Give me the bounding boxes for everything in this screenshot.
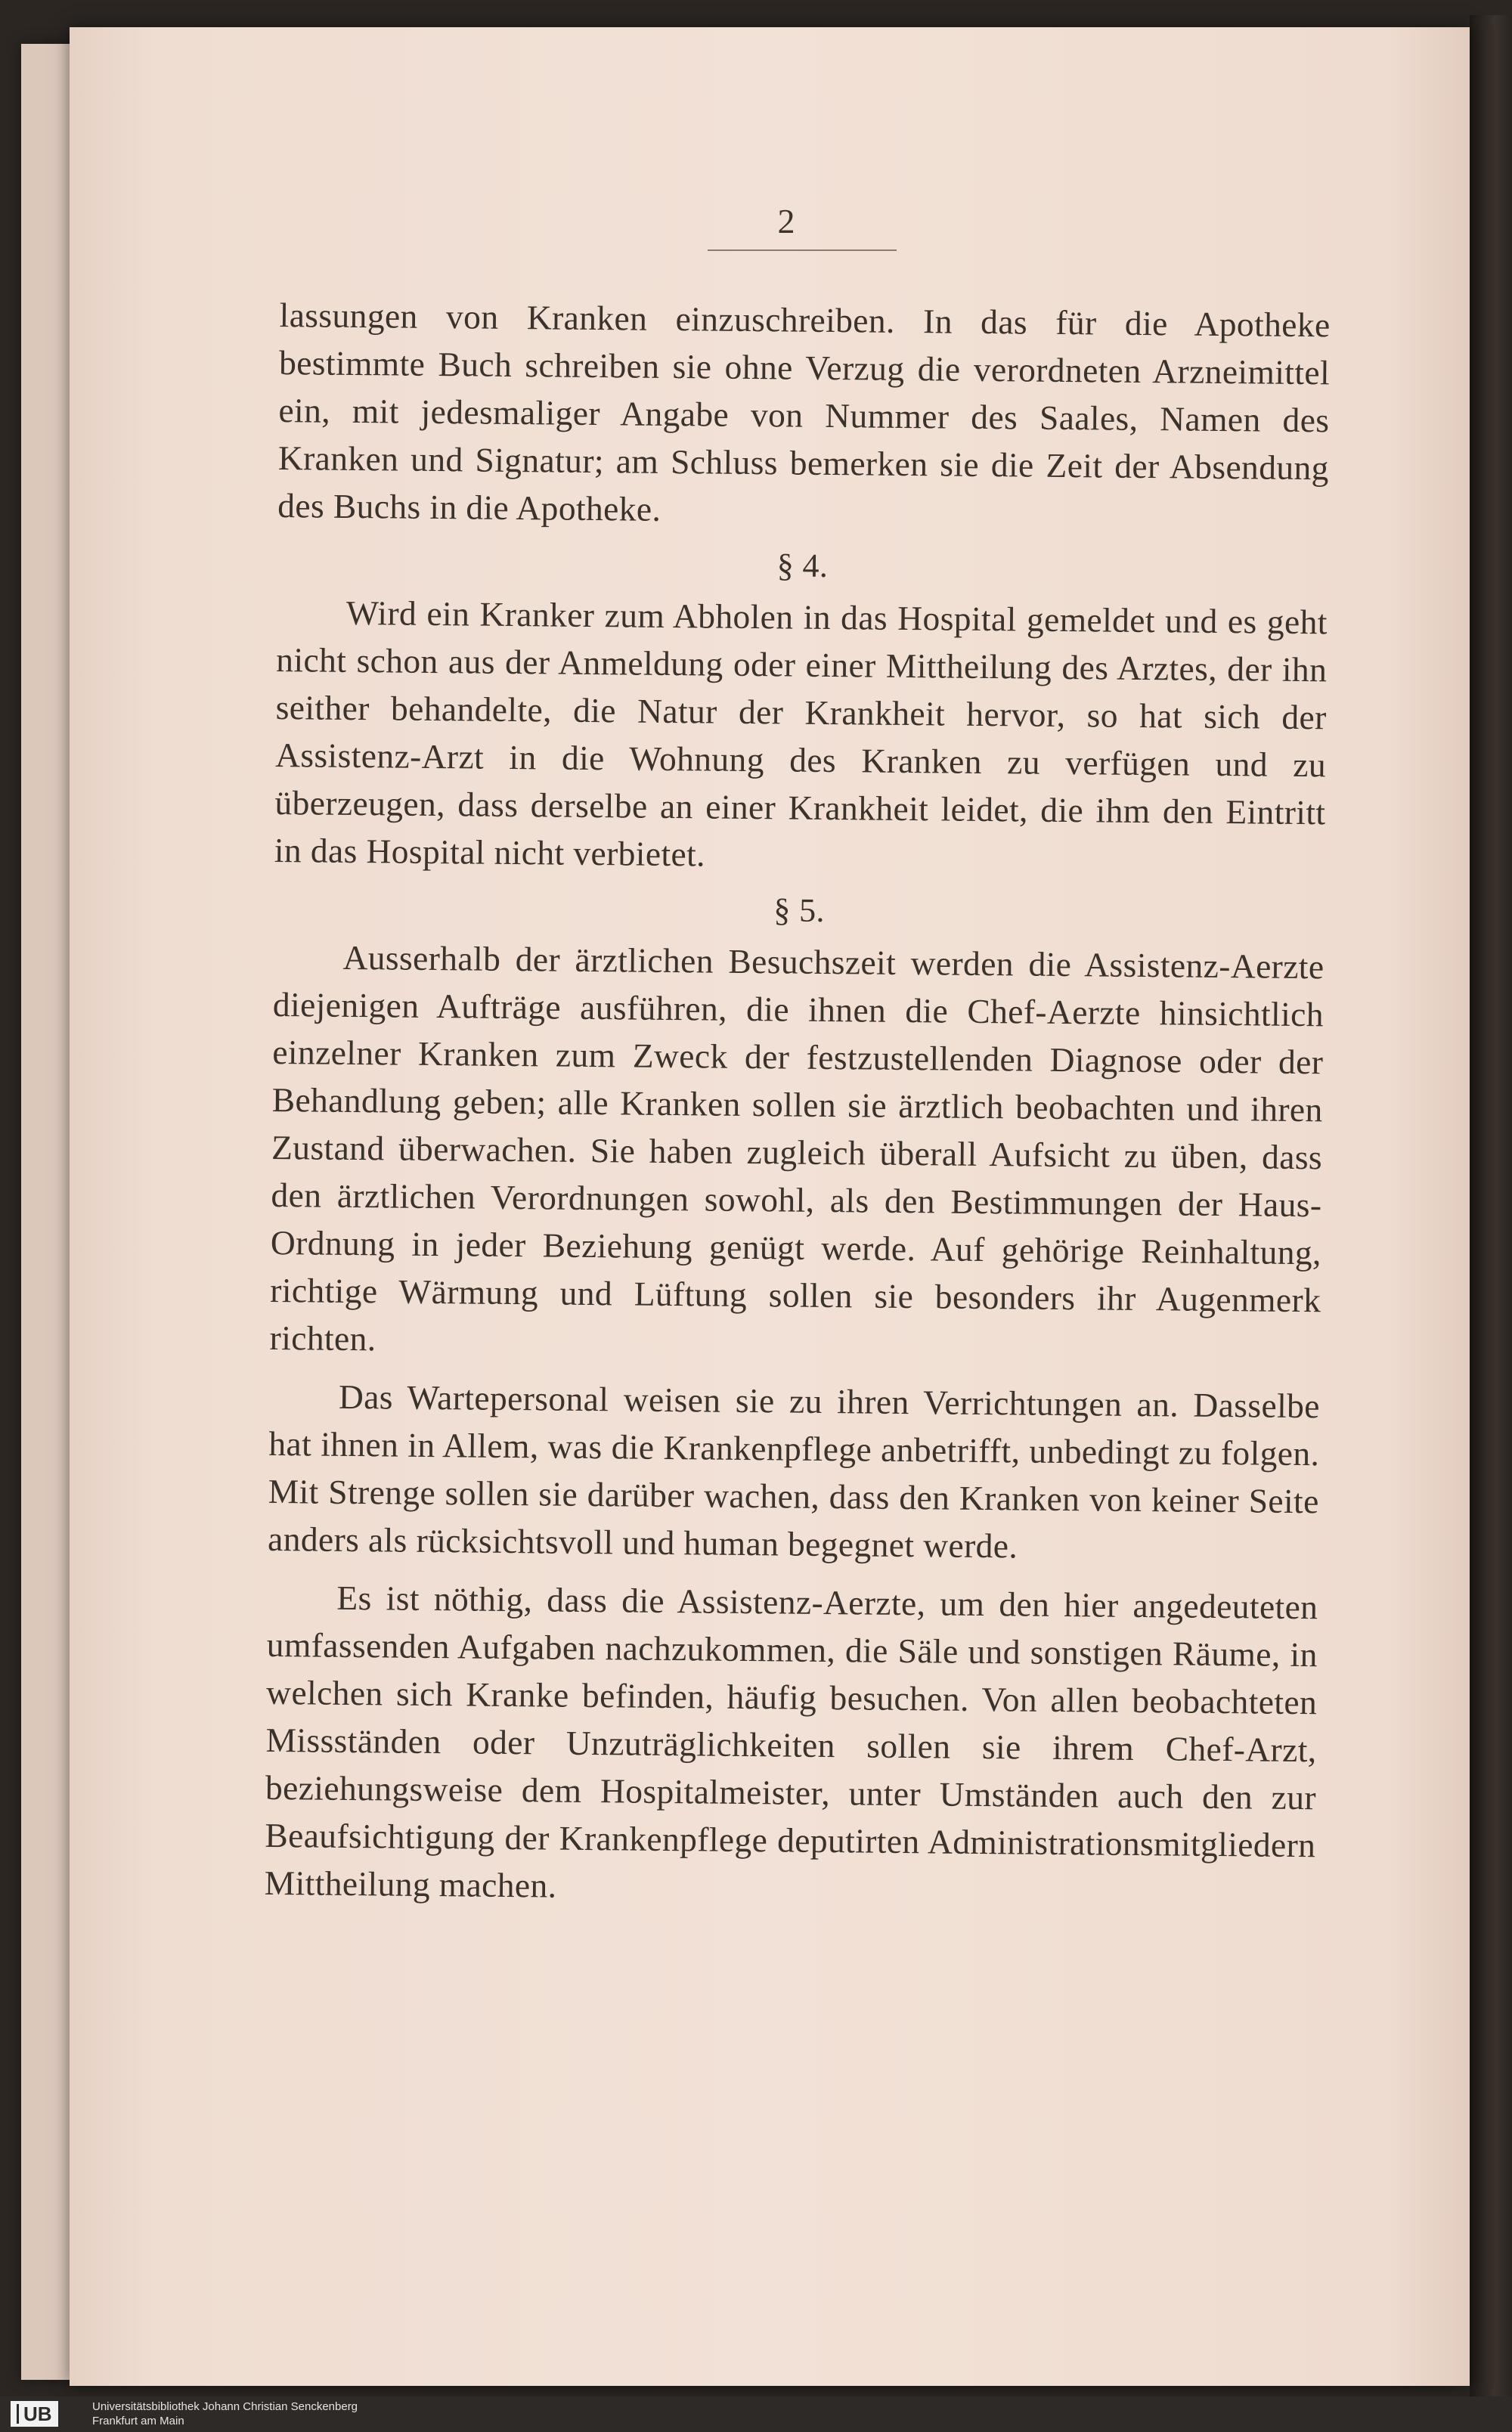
page-number: 2 [777, 202, 795, 240]
paragraph-continuation: lassungen von Kranken einzuschreiben. In das für die Apotheke bestimmte Buch schreiben sie ohne Verzug die verordneten Arzneimittel ein, mit jedesmaliger Angabe von Nummer des Saales, Namen des Kranken und Signatur; am Schluss bemerken sie die Zeit der Absendung des Buchs in die Apotheke. [277, 295, 1331, 528]
book-edge [1470, 15, 1512, 2396]
document-body [264, 291, 1330, 1916]
paragraph-section-5-a: Ausserhalb der ärztlichen Besuchszeit werden die Assistenz-Aerzte diejenigen Aufträge ausführen, die ihnen die Chef-Aerzte hinsichtlich einzelner Kranken zum Zweck der festzustellenden Diagnose oder der Behandlung geben; alle Kranken sollen sie ärztlich beobachten und ihren Zustand überwachen. Sie haben zugleich überall Aufsicht zu üben, dass den ärztlichen Verordnungen sowohl, als den Bestimmungen der Haus-Ordnung in jeder Beziehung genügt werde. Auf gehörige Reinhaltung, richtige Wärmung und Lüftung sollen sie besonders ihr Augenmerk richten. [269, 937, 1325, 1359]
ub-logo-icon [11, 2401, 58, 2427]
section-4-heading: § 4. [776, 547, 829, 584]
paragraph-section-5-b: Das Wartepersonal weisen sie zu ihren Verrichtungen an. Dasselbe hat ihnen in Allem, was die Krankenpflege anbetrifft, unbedingt zu folgen. Mit Strenge sollen sie darüber wachen, dass den Kranken von keiner Seite anders als rücksichtsvoll und human begegnet werde. [267, 1377, 1321, 1566]
paragraph-section-4: Wird ein Kranker zum Abholen in das Hospital gemeldet und es geht nicht schon aus der Anmeldung oder einer Mittheilung des Arztes, der ihn seither behandelte, die Natur der Krankheit hervor, so hat sich der Assistenz-Arzt in die Wohnung des Kranken zu verfügen und zu überzeugen, dass derselbe an einer Krankheit leidet, die ihm den Eintritt in das Hospital nicht verbietet. [274, 593, 1328, 874]
ub-logo-text: UB [23, 2403, 52, 2425]
library-name: Universitätsbibliothek Johann Christian Senckenberg [92, 2400, 358, 2413]
library-city: Frankfurt am Main [92, 2415, 184, 2427]
paragraph-section-5-c: Es ist nöthig, dass die Assistenz-Aerzte, um den hier angedeuteten umfassenden Aufgaben nachzukommen, die Säle und sonstigen Räume, in welchen sich Kranke befinden, häufig besuchen. Von allen beobachteten Missständen oder Unzuträglichkeiten sollen sie ihrem Chef-Arzt, beziehungsweise dem Hospitalmeister, unter Umständen auch den zur Beaufsichtigung der Krankenpflege deputirten Administrationsmitgliedern Mittheilung machen. [264, 1578, 1318, 1905]
library-footer [0, 2396, 1512, 2432]
page-number-rule [708, 249, 897, 251]
section-5-heading: § 5. [773, 891, 826, 929]
